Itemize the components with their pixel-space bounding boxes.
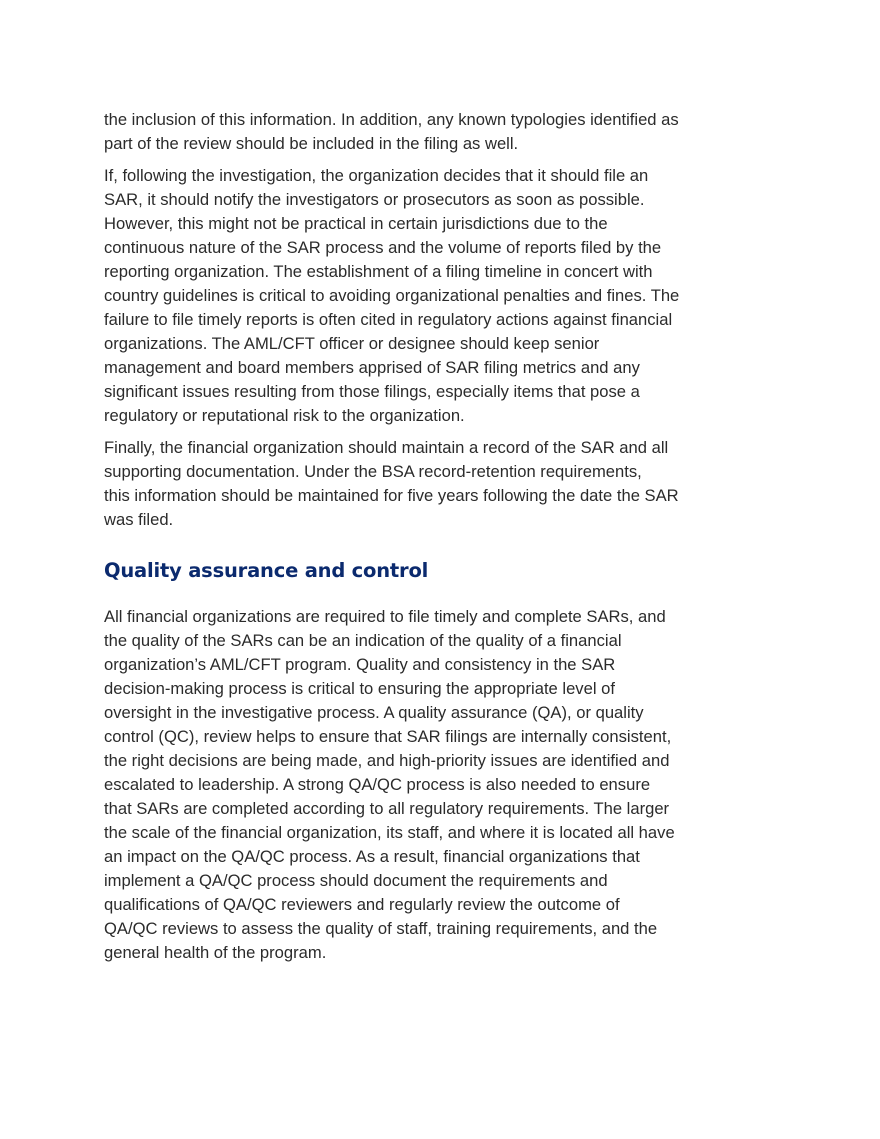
text-line: the inclusion of this information. In addition, any known typologies identified as	[104, 110, 679, 129]
text-line: was filed.	[104, 510, 174, 529]
text-line: continuous nature of the SAR process and the volume of reports filed by the	[104, 238, 662, 257]
text-line: escalated to leadership. A strong QA/QC process is also needed to ensure	[104, 775, 651, 794]
text-line: QA/QC reviews to assess the quality of staff, training requirements, and the	[104, 919, 658, 938]
text-line: All financial organizations are required to file timely and complete SARs, and	[104, 607, 666, 626]
text-line: this information should be maintained for five years following the date the SAR	[104, 486, 679, 505]
paragraph	[104, 108, 784, 156]
text-line: the scale of the financial organization, its staff, and where it is located all have	[104, 823, 675, 842]
text-line: the quality of the SARs can be an indication of the quality of a financial	[104, 631, 622, 650]
text-line: If, following the investigation, the organization decides that it should file an	[104, 166, 649, 185]
text-line: country guidelines is critical to avoiding organizational penalties and fines. The	[104, 286, 680, 305]
section-body-after	[104, 605, 784, 965]
text-line: decision-making process is critical to ensuring the appropriate level of	[104, 679, 615, 698]
text-line: SAR, it should notify the investigators or prosecutors as soon as possible.	[104, 190, 645, 209]
paragraph	[104, 436, 784, 532]
paragraph	[104, 605, 784, 965]
text-line: organization’s AML/CFT program. Quality and consistency in the SAR	[104, 655, 616, 674]
text-line: implement a QA/QC process should document the requirements and	[104, 871, 608, 890]
section-body-before	[104, 108, 784, 532]
text-line: general health of the program.	[104, 943, 327, 962]
text-line: an impact on the QA/QC process. As a result, financial organizations that	[104, 847, 640, 866]
paragraph	[104, 164, 784, 428]
text-line: that SARs are completed according to all regulatory requirements. The larger	[104, 799, 670, 818]
text-line: reporting organization. The establishment of a filing timeline in concert with	[104, 262, 653, 281]
text-line: failure to file timely reports is often cited in regulatory actions against financial	[104, 310, 673, 329]
text-line: management and board members apprised of SAR filing metrics and any	[104, 358, 640, 377]
text-line: supporting documentation. Under the BSA record-retention requirements,	[104, 462, 642, 481]
text-line: qualifications of QA/QC reviewers and regularly review the outcome of	[104, 895, 620, 914]
section-heading: Quality assurance and control	[104, 559, 429, 582]
text-line: regulatory or reputational risk to the organization.	[104, 406, 465, 425]
text-line: part of the review should be included in the filing as well.	[104, 134, 519, 153]
text-line: oversight in the investigative process. A quality assurance (QA), or quality	[104, 703, 644, 722]
document-page	[104, 108, 784, 973]
text-line: organizations. The AML/CFT officer or designee should keep senior	[104, 334, 600, 353]
text-line: significant issues resulting from those filings, especially items that pose a	[104, 382, 640, 401]
text-line: However, this might not be practical in certain jurisdictions due to the	[104, 214, 608, 233]
text-line: Finally, the financial organization should maintain a record of the SAR and all	[104, 438, 669, 457]
text-line: control (QC), review helps to ensure that SAR filings are internally consistent,	[104, 727, 672, 746]
text-line: the right decisions are being made, and high-priority issues are identified and	[104, 751, 670, 770]
